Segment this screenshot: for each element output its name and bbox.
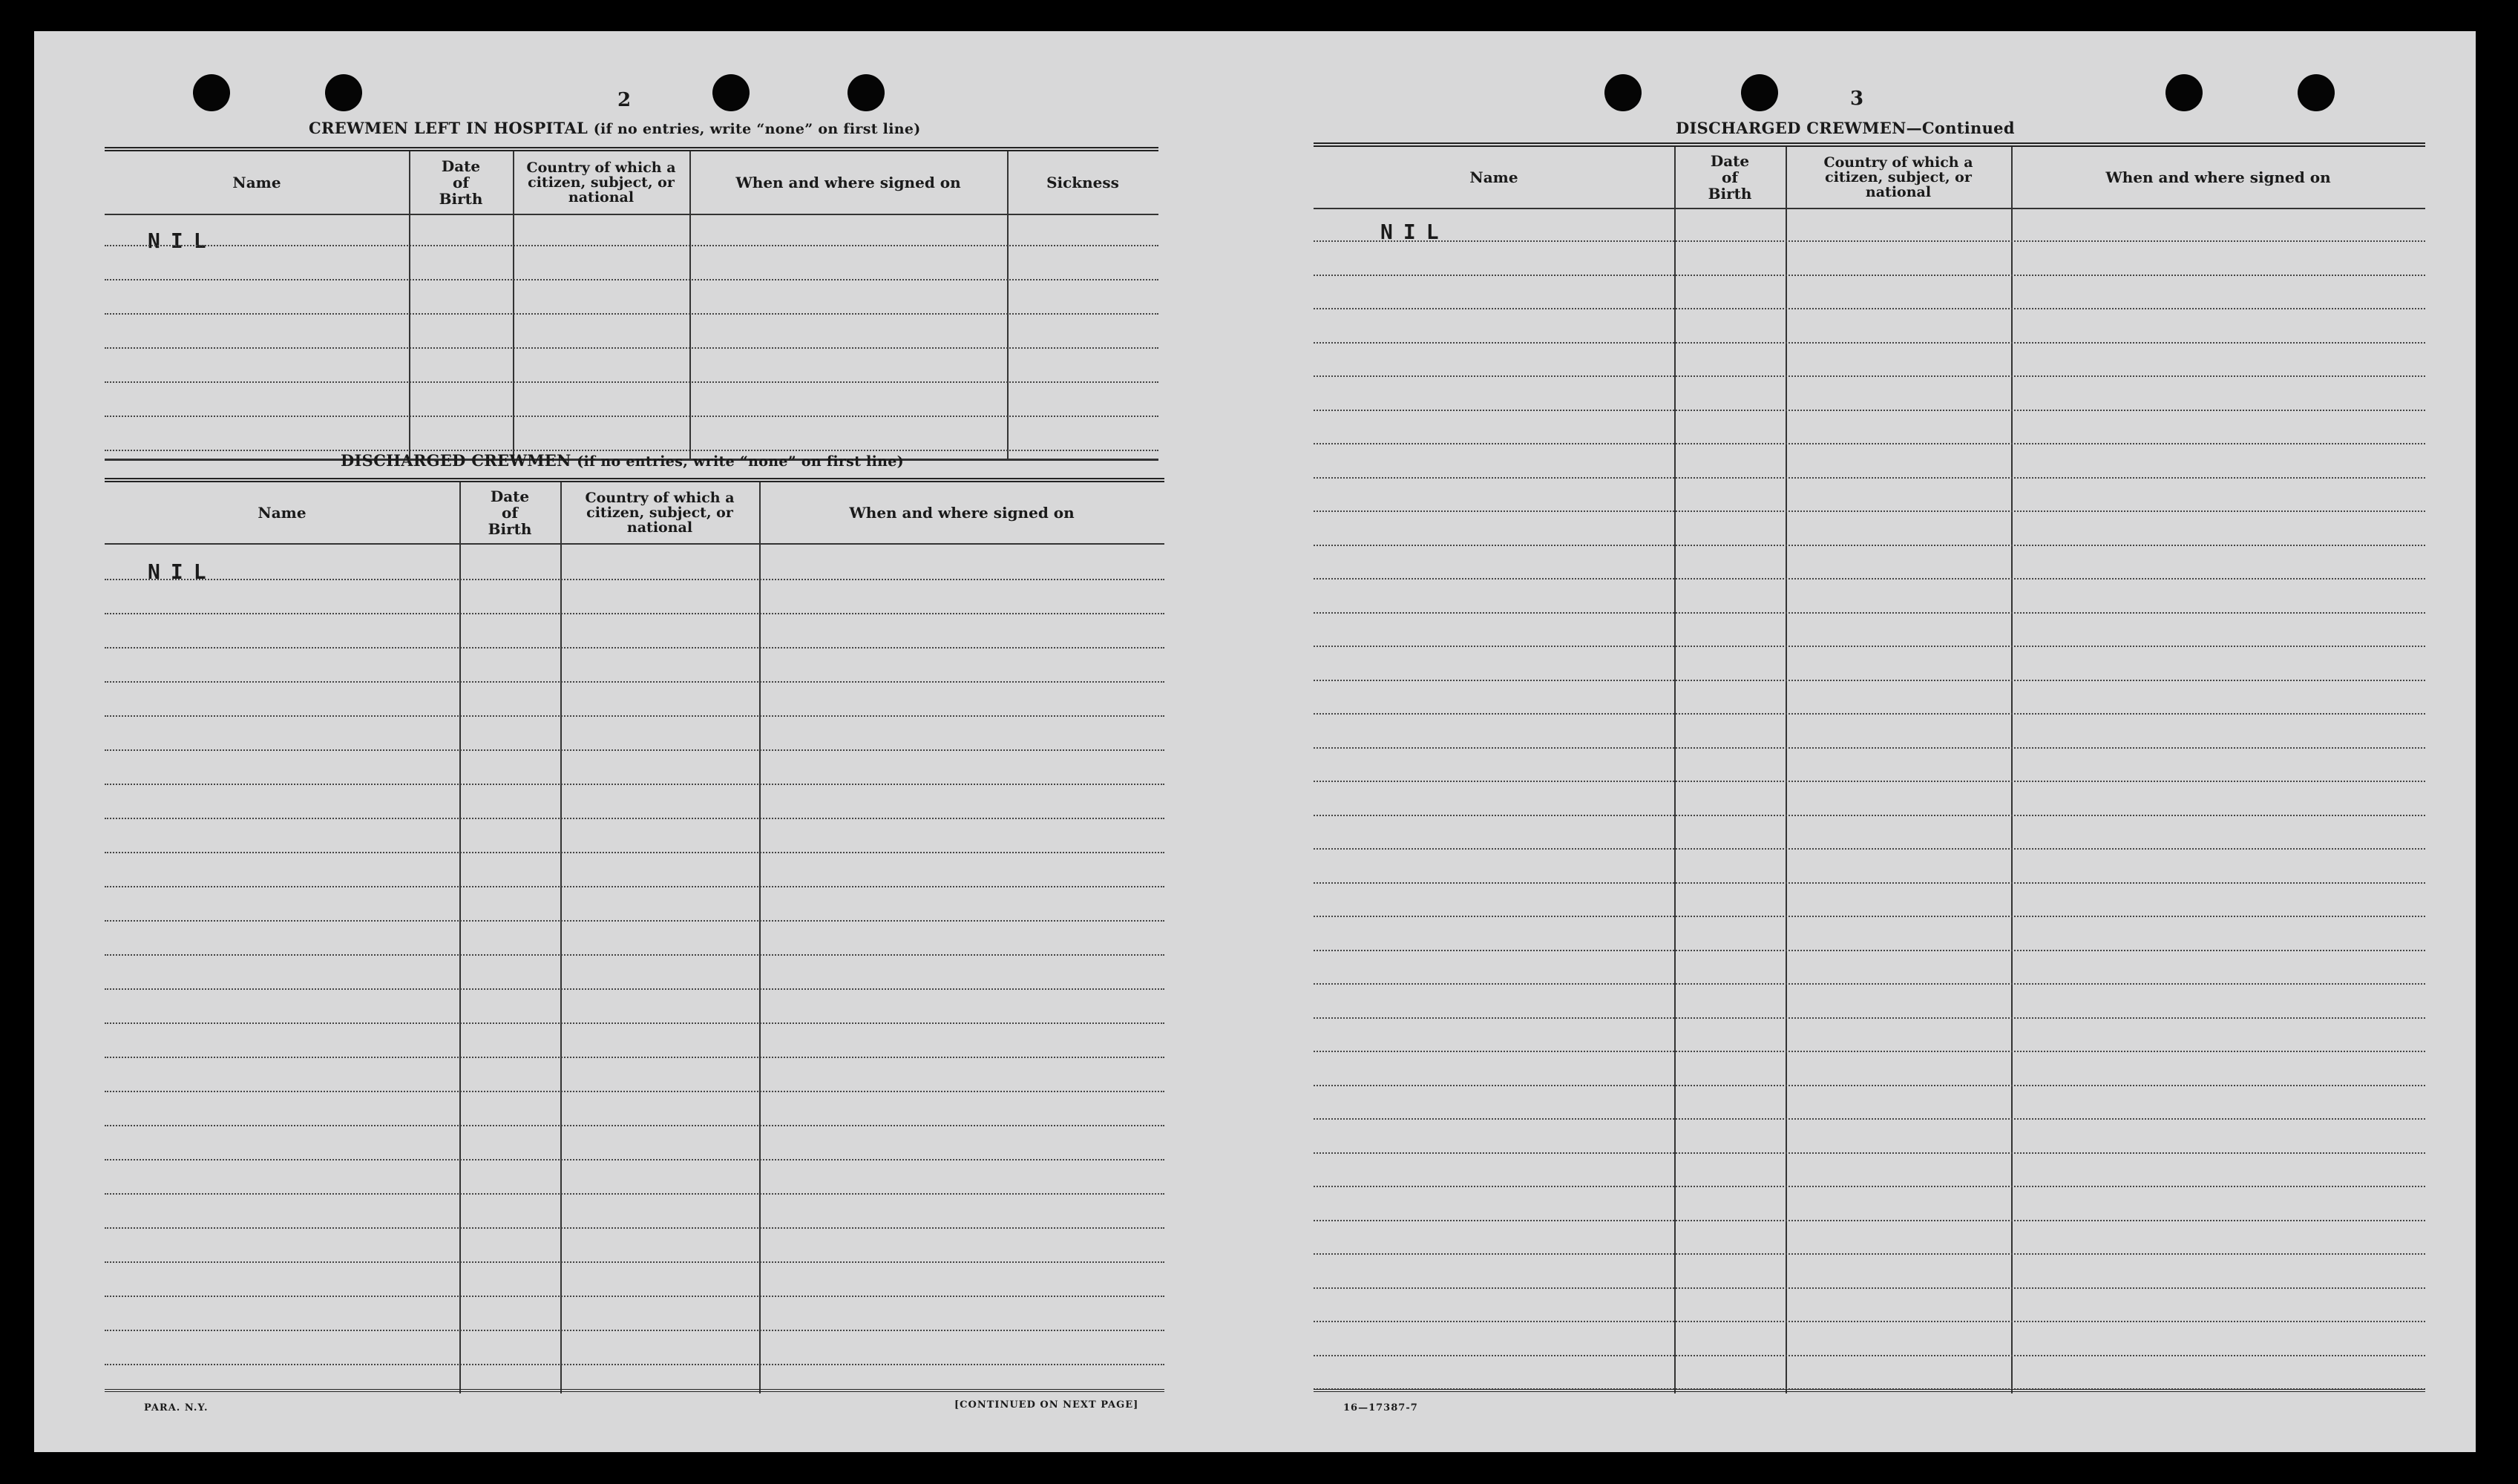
bottom-rule xyxy=(1314,1389,2425,1392)
ruled-line xyxy=(1314,882,2425,884)
col-signed-on: When and where signed on xyxy=(2105,168,2331,186)
hospital-table xyxy=(105,147,1158,460)
ruled-line xyxy=(1314,1118,2425,1120)
ruled-line xyxy=(1314,1017,2425,1019)
punch-hole xyxy=(2165,74,2203,111)
ruled-line xyxy=(1314,983,2425,985)
discharged-table xyxy=(105,478,1164,1393)
col-date-of-birth: Date of Birth xyxy=(488,487,532,538)
column-divider xyxy=(1674,147,1676,1393)
ruled-line xyxy=(1314,510,2425,512)
discharged-continued-title xyxy=(1676,119,2015,137)
punch-hole xyxy=(1741,74,1778,111)
continued-title-text: DISCHARGED CREWMEN xyxy=(1676,119,1906,137)
ruled-line xyxy=(105,347,1158,349)
ruled-line xyxy=(1314,713,2425,715)
col-name: Name xyxy=(232,174,281,191)
discharged-section-title xyxy=(341,451,904,470)
ruled-line xyxy=(105,245,1158,246)
continued-table-header xyxy=(1314,147,2425,209)
col-signed-on: When and where signed on xyxy=(849,504,1075,522)
ruled-line xyxy=(105,1330,1164,1331)
hospital-instruction: (if no entries, write “none” on first line) xyxy=(593,121,921,137)
ruled-line xyxy=(1314,612,2425,614)
ruled-line xyxy=(1314,1287,2425,1289)
column-divider xyxy=(513,151,514,460)
discharged-table-header xyxy=(105,482,1164,545)
column-divider xyxy=(1786,147,1787,1393)
discharged-entry-nil: NIL xyxy=(148,559,217,584)
ruled-line xyxy=(105,1022,1164,1024)
col-sickness: Sickness xyxy=(1046,174,1119,191)
ruled-line xyxy=(1314,1152,2425,1154)
ruled-line xyxy=(105,920,1164,922)
col-signed-on: When and where signed on xyxy=(735,174,961,191)
ruled-line xyxy=(1314,477,2425,479)
punch-hole xyxy=(325,74,362,111)
ruled-line xyxy=(105,886,1164,887)
ruled-line xyxy=(105,852,1164,853)
punch-hole xyxy=(847,74,885,111)
ruled-line xyxy=(105,749,1164,751)
ruled-line xyxy=(1314,950,2425,951)
continued-note: [CONTINUED ON NEXT PAGE] xyxy=(954,1399,1139,1411)
ruled-line xyxy=(105,1364,1164,1365)
ruled-line xyxy=(105,313,1158,315)
ruled-line xyxy=(105,818,1164,819)
discharged-instruction: (if no entries, write “none” on first line) xyxy=(577,453,904,470)
ruled-line xyxy=(105,954,1164,956)
bottom-rule xyxy=(105,1389,1164,1392)
ruled-line xyxy=(1314,1253,2425,1255)
form-number: 16—17387-7 xyxy=(1343,1402,1418,1414)
punch-hole xyxy=(1604,74,1642,111)
column-divider xyxy=(459,482,461,1393)
ruled-line xyxy=(105,579,1164,580)
ruled-line xyxy=(105,381,1158,383)
discharged-title-text: DISCHARGED CREWMEN xyxy=(341,451,571,470)
ruled-line xyxy=(1314,275,2425,276)
hospital-entry-nil: NIL xyxy=(148,229,217,253)
ruled-line xyxy=(105,715,1164,717)
ruled-line xyxy=(105,1261,1164,1263)
ruled-line xyxy=(105,1057,1164,1058)
ruled-line xyxy=(1314,848,2425,850)
ruled-line xyxy=(105,416,1158,417)
col-name: Name xyxy=(1469,168,1518,186)
ruled-line xyxy=(1314,1051,2425,1052)
col-name: Name xyxy=(258,504,306,522)
continued-suffix: —Continued xyxy=(1906,119,2015,137)
column-divider xyxy=(409,151,410,460)
ruled-line xyxy=(105,613,1164,614)
ruled-line xyxy=(1314,375,2425,377)
ruled-line xyxy=(1314,1355,2425,1356)
col-date-of-birth: Date of Birth xyxy=(439,157,483,208)
document-paper xyxy=(34,31,2476,1452)
ruled-line xyxy=(1314,646,2425,647)
ruled-line xyxy=(1314,680,2425,681)
ruled-line xyxy=(1314,1321,2425,1322)
hospital-title-text: CREWMEN LEFT IN HOSPITAL xyxy=(309,119,588,137)
punch-hole xyxy=(193,74,230,111)
ruled-line xyxy=(105,1296,1164,1297)
right-page xyxy=(1296,31,2476,1452)
ruled-line xyxy=(105,784,1164,785)
ruled-line xyxy=(1314,545,2425,546)
ruled-line xyxy=(105,647,1164,649)
ruled-line xyxy=(105,1159,1164,1160)
left-page xyxy=(34,31,1222,1452)
ruled-line xyxy=(1314,308,2425,309)
ruled-line xyxy=(105,1125,1164,1126)
col-country: Country of which a citizen, subject, or national xyxy=(526,160,676,206)
ruled-line xyxy=(1314,1186,2425,1187)
ruled-line xyxy=(1314,815,2425,816)
ruled-line xyxy=(1314,342,2425,344)
continued-entry-nil: NIL xyxy=(1380,220,1449,244)
page-number: 3 xyxy=(1850,88,1864,110)
punch-hole xyxy=(2298,74,2335,111)
discharged-continued-table xyxy=(1314,142,2425,1393)
ruled-line xyxy=(105,1227,1164,1229)
column-divider xyxy=(759,482,761,1393)
column-divider xyxy=(1007,151,1009,460)
ruled-line xyxy=(105,1193,1164,1195)
page-number: 2 xyxy=(617,89,632,111)
ruled-line xyxy=(1314,1220,2425,1221)
ruled-line xyxy=(1314,781,2425,782)
col-country: Country of which a citizen, subject, or national xyxy=(585,490,735,536)
ruled-line xyxy=(1314,1085,2425,1086)
hospital-table-header xyxy=(105,151,1158,215)
ruled-line xyxy=(1314,443,2425,444)
column-divider xyxy=(560,482,562,1393)
col-date-of-birth: Date of Birth xyxy=(1708,152,1752,203)
ruled-line xyxy=(1314,240,2425,242)
ruled-line xyxy=(105,1091,1164,1092)
column-divider xyxy=(689,151,691,460)
ruled-line xyxy=(1314,747,2425,749)
column-divider xyxy=(2011,147,2013,1393)
ruled-line xyxy=(1314,916,2425,917)
ruled-line xyxy=(105,988,1164,990)
ruled-line xyxy=(105,681,1164,683)
hospital-section-title xyxy=(309,119,921,137)
ruled-line xyxy=(1314,578,2425,580)
col-country: Country of which a citizen, subject, or national xyxy=(1823,154,1973,200)
printer-mark: PARA. N.Y. xyxy=(144,1402,209,1414)
ruled-line xyxy=(1314,410,2425,411)
punch-hole xyxy=(712,74,750,111)
ruled-line xyxy=(105,279,1158,280)
